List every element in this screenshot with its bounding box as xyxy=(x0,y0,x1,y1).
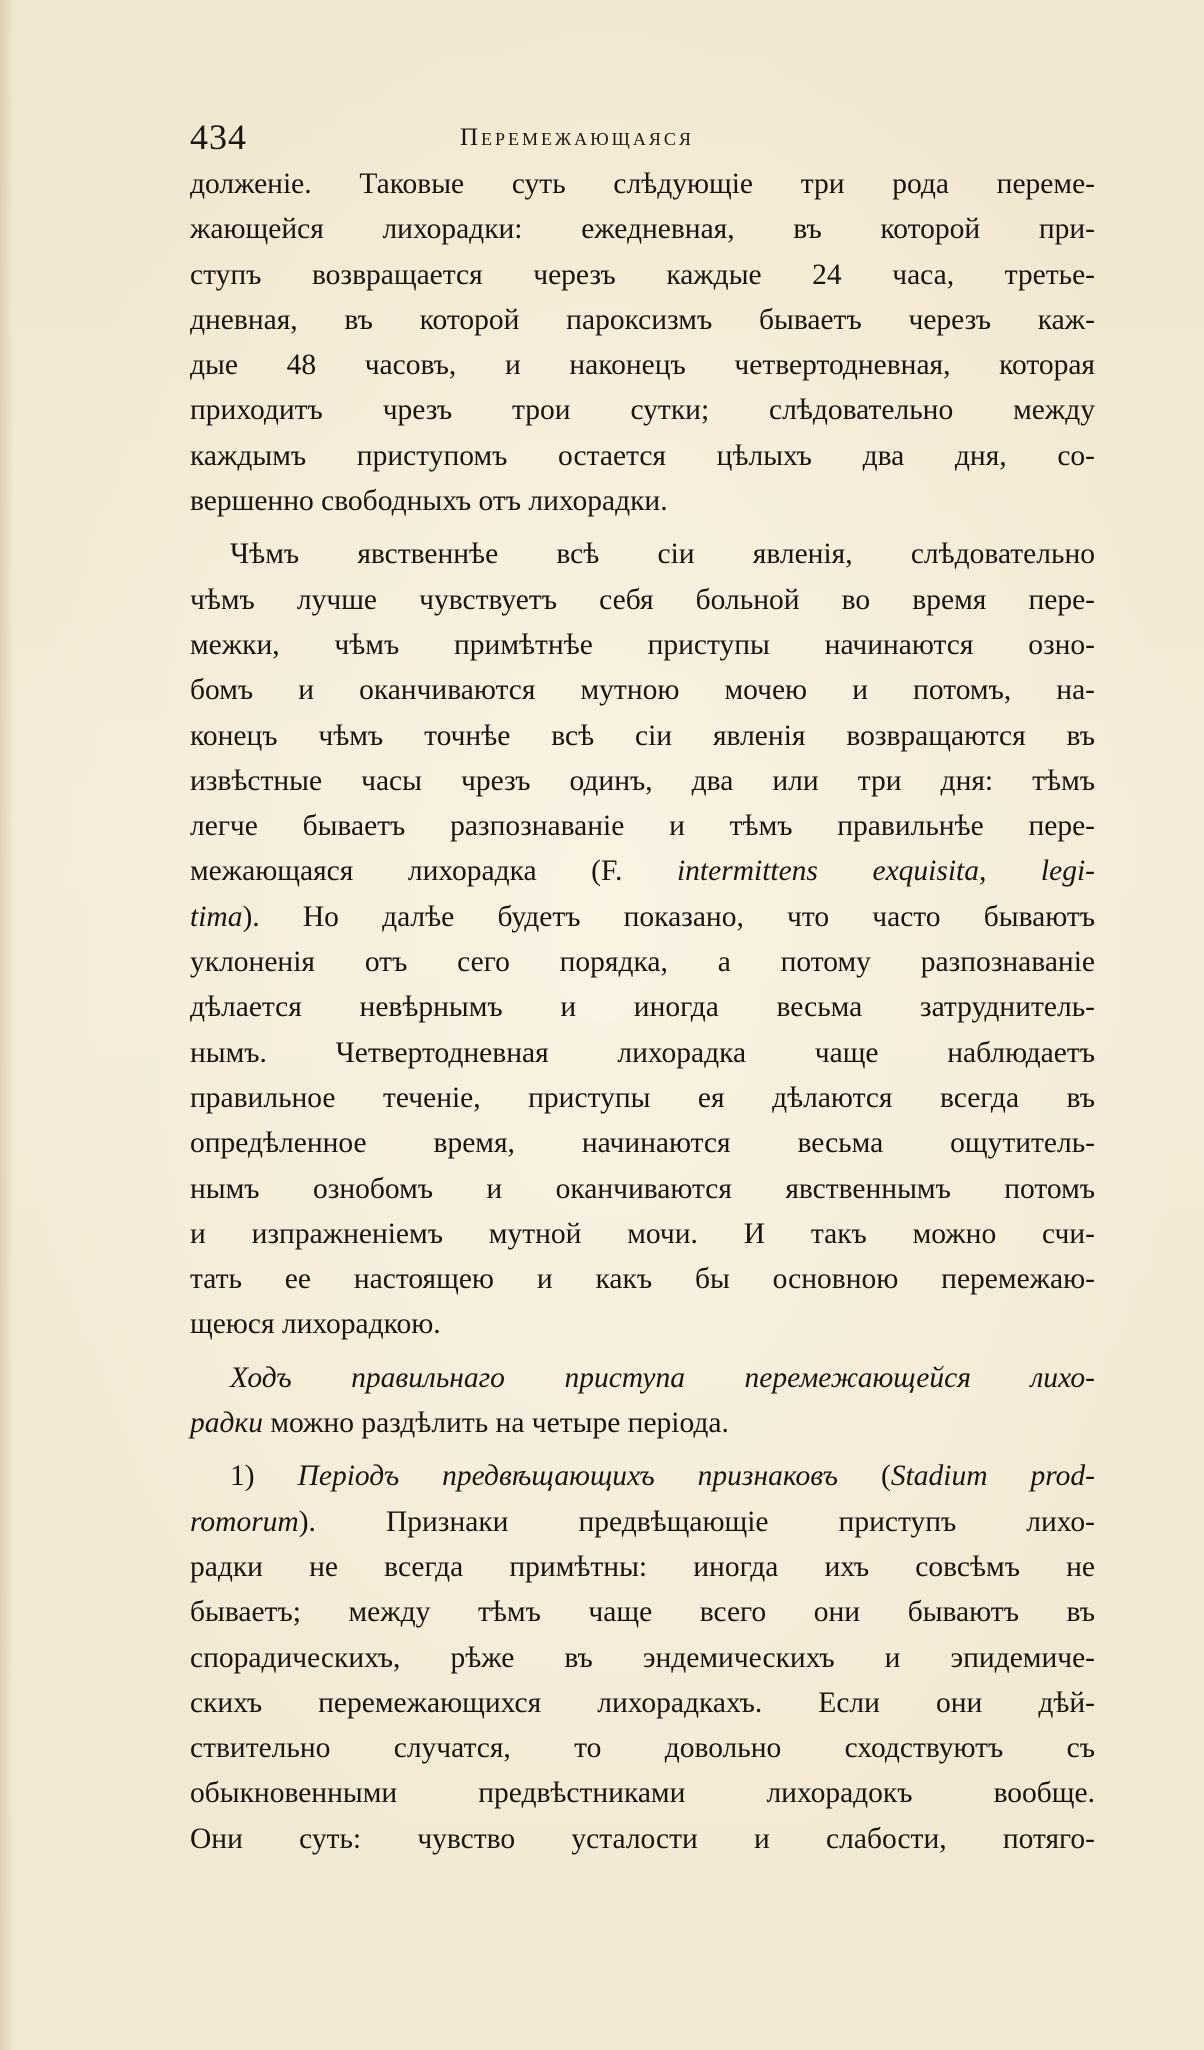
italic-text: romorum xyxy=(190,1505,299,1538)
line-text: дѣлается невѣрнымъ и иногда весьма затруднитель- xyxy=(190,991,1095,1024)
paragraph xyxy=(190,532,1095,1347)
text-line xyxy=(190,759,1095,804)
line-text: межающаяся лихорадка (F. xyxy=(190,855,677,888)
text-line xyxy=(190,253,1095,298)
line-text: ). Признаки предвѣщающіе приступъ лихо- xyxy=(298,1505,1095,1538)
text-line xyxy=(190,1771,1095,1816)
text-line xyxy=(190,623,1095,668)
line-text: Они суть: чувство усталости и слабости, потяго- xyxy=(190,1822,1095,1855)
text-line xyxy=(190,388,1095,433)
text-line xyxy=(190,1167,1095,1212)
line-text: Чѣмъ явственнѣе всѣ сіи явленія, слѣдовательно xyxy=(230,538,1095,571)
italic-text: tima xyxy=(190,900,243,933)
line-text: бываетъ; между тѣмъ чаще всего они бываютъ въ xyxy=(190,1596,1095,1629)
text-line xyxy=(190,479,1095,524)
text-line xyxy=(190,849,1095,894)
line-text: извѣстные часы чрезъ одинъ, два или три дня: тѣмъ xyxy=(190,764,1095,797)
text-line xyxy=(190,1681,1095,1726)
text-line xyxy=(190,1031,1095,1076)
italic-text: intermittens exquisita, legi- xyxy=(676,855,1095,888)
text-line xyxy=(190,434,1095,479)
line-text: нымъ ознобомъ и оканчиваются явственнымъ потомъ xyxy=(190,1172,1095,1205)
text-line xyxy=(190,1500,1095,1545)
text-line xyxy=(190,714,1095,759)
line-text: ). Но далѣе будетъ показано, что часто бываютъ xyxy=(242,900,1095,933)
line-text: ( xyxy=(837,1460,891,1493)
text-line xyxy=(190,985,1095,1030)
line-text: легче бываетъ разпознаваніе и тѣмъ правильнѣе пере- xyxy=(190,810,1095,843)
line-text: щеюся лихорадкою. xyxy=(190,1308,441,1341)
text-line xyxy=(190,162,1095,207)
text-line xyxy=(190,343,1095,388)
text-line xyxy=(190,1356,1095,1401)
text-line xyxy=(190,1726,1095,1771)
line-text: конецъ чѣмъ точнѣе всѣ сіи явленія возвращаются въ xyxy=(190,719,1095,752)
line-text: жающейся лихорадки: ежедневная, въ которой при- xyxy=(190,213,1095,246)
italic-text: Періодъ предвѣщающихъ признаковъ xyxy=(297,1460,838,1493)
line-text: уклоненія отъ сего порядка, а потому разпознаваніе xyxy=(190,946,1095,979)
paragraph-gap xyxy=(190,1446,1095,1454)
line-text: тать ее настоящею и какъ бы основною перемежаю- xyxy=(190,1263,1095,1296)
line-text: скихъ перемежающихся лихорадкахъ. Если они дѣй- xyxy=(190,1686,1095,1719)
paragraph xyxy=(190,1454,1095,1862)
paragraph-gap xyxy=(190,1348,1095,1356)
text-line xyxy=(190,1076,1095,1121)
line-text: ступъ возвращается черезъ каждые 24 часа, третье- xyxy=(190,258,1095,291)
text-line xyxy=(190,1212,1095,1257)
text-line xyxy=(190,1121,1095,1166)
body-text xyxy=(190,162,1095,1862)
line-text: нымъ. Четвертодневная лихорадка чаще наблюдаетъ xyxy=(190,1036,1095,1069)
text-line xyxy=(190,1454,1095,1499)
text-line xyxy=(190,207,1095,252)
line-text: межки, чѣмъ примѣтнѣе приступы начинаются озно- xyxy=(190,628,1095,661)
text-line xyxy=(190,578,1095,623)
line-text: радки не всегда примѣтны: иногда ихъ совсѣмъ не xyxy=(190,1550,1095,1583)
text-line xyxy=(190,1590,1095,1635)
line-text: ствительно случатся, то довольно сходствуютъ съ xyxy=(190,1732,1095,1765)
text-line xyxy=(190,1257,1095,1302)
text-line xyxy=(190,1817,1095,1862)
text-line xyxy=(190,804,1095,849)
line-text: вершенно свободныхъ отъ лихорадки. xyxy=(190,485,668,518)
text-line xyxy=(190,940,1095,985)
line-text: приходитъ чрезъ трои сутки; слѣдовательно между xyxy=(190,394,1095,427)
line-text: дые 48 часовъ, и наконецъ четвертодневная, которая xyxy=(190,349,1095,382)
text-line xyxy=(190,668,1095,713)
text-line xyxy=(190,298,1095,343)
text-line xyxy=(190,1545,1095,1590)
line-text: можно раздѣлить на четыре періода. xyxy=(262,1407,729,1440)
paragraph xyxy=(190,162,1095,524)
line-text: долженіе. Таковые суть слѣдующіе три рода переме- xyxy=(190,168,1095,200)
line-text: правильное теченіе, приступы ея дѣлаются всегда въ xyxy=(190,1081,1095,1114)
line-text: дневная, въ которой пароксизмъ бываетъ черезъ каж- xyxy=(190,303,1095,336)
line-text: и изпражненіемъ мутной мочи. И такъ можно счи- xyxy=(190,1217,1095,1250)
running-head: Перемежающаяся xyxy=(460,124,694,151)
line-text: каждымъ приступомъ остается цѣлыхъ два дня, со- xyxy=(190,439,1095,472)
paragraph xyxy=(190,1356,1095,1447)
line-text: 1) xyxy=(230,1460,298,1493)
page-number: 434 xyxy=(190,117,247,157)
text-line xyxy=(190,1636,1095,1681)
line-text: бомъ и оканчиваются мутною мочею и потомъ, на- xyxy=(190,674,1095,707)
line-text: чѣмъ лучше чувствуетъ себя больной во время пере- xyxy=(190,583,1095,616)
text-line xyxy=(190,532,1095,577)
italic-text: Ходъ правильнаго приступа перемежающейся лихо- xyxy=(230,1361,1095,1394)
italic-text: радки xyxy=(190,1407,263,1440)
paragraph-gap xyxy=(190,524,1095,532)
line-text: опредѣленное время, начинаются весьма ощутитель- xyxy=(190,1127,1095,1160)
italic-text: Stadium prod- xyxy=(890,1460,1095,1493)
text-line xyxy=(190,1401,1095,1446)
text-line xyxy=(190,1302,1095,1347)
page-header xyxy=(190,112,1050,162)
page-gutter-shadow xyxy=(0,0,14,2050)
line-text: обыкновенными предвѣстниками лихорадокъ вообще. xyxy=(190,1777,1095,1810)
text-line xyxy=(190,895,1095,940)
line-text: спорадическихъ, рѣже въ эндемическихъ и эпидемиче- xyxy=(190,1641,1095,1674)
